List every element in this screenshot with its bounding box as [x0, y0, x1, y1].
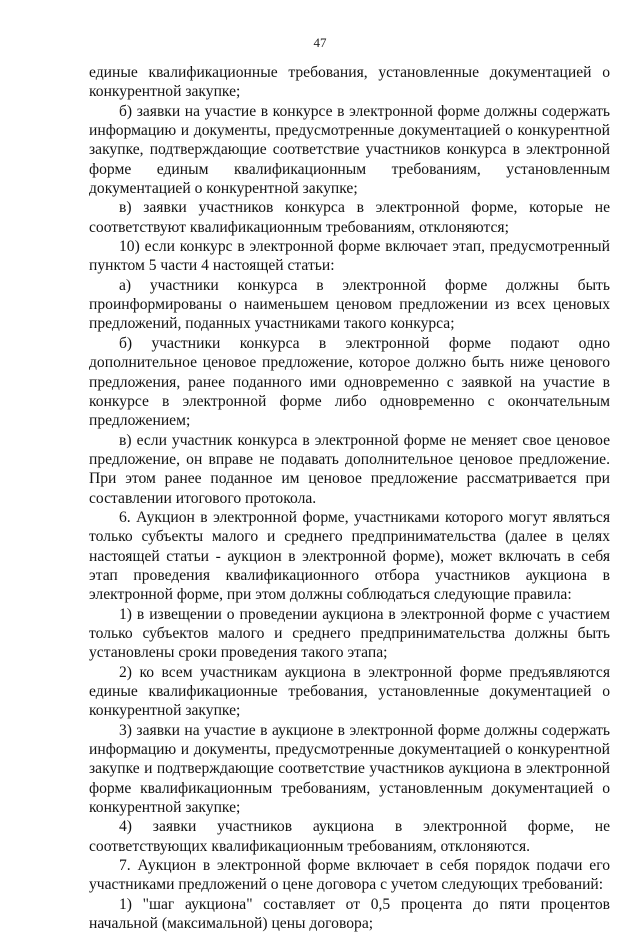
paragraph: 10) если конкурс в электронной форме включает этап, предусмотренный пунктом 5 части 4 настоящей статьи: — [89, 238, 610, 275]
paragraph: 2) ко всем участникам аукциона в электронной форме предъявляются единые квалификационные требования, установленные документацией о конкурентной закупке; — [89, 663, 610, 720]
paragraph: б) заявки на участие в конкурсе в электронной форме должны содержать информацию и документы, предусмотренные документацией о конкурентной закупке, подтверждающие соответствие участников конкурса в электронной форме единым квалификационным требованиям, установленным документацией о конкурентной закупке; — [89, 102, 610, 198]
paragraph: в) если участник конкурса в электронной форме не меняет свое ценовое предложение, он вправе не подавать дополнительное ценовое предложение. При этом ранее поданное им ценовое предложение рассматривается при составлении итогового протокола. — [89, 431, 610, 507]
paragraph-continuation: единые квалификационные требования, установленные документацией о конкурентной закупке; — [89, 64, 610, 101]
paragraph: 7. Аукцион в электронной форме включает в себя порядок подачи его участниками предложений о цене договора с учетом следующих требований: — [89, 857, 610, 894]
paragraph: 3) заявки на участие в аукционе в электронной форме должны содержать информацию и документы, предусмотренные документацией о конкурентной закупке и подтверждающие соответствие участников аукциона в электронной форме квалификационным требованиям, установленным документацией о конкурентной закупке; — [89, 721, 610, 817]
paragraph: б) участники конкурса в электронной форме подают одно дополнительное ценовое предложение, которое должно быть ниже ценового предложения, ранее поданного ими одновременно с заявкой на участие в конкурсе в электронной форме либо одновременно с окончательным предложением; — [89, 334, 610, 430]
document-body — [89, 63, 610, 933]
paragraph: а) участники конкурса в электронной форме должны быть проинформированы о наименьшем ценовом предложении из всех ценовых предложений, поданных участниками такого конкурса; — [89, 276, 610, 333]
paragraph: в) заявки участников конкурса в электронной форме, которые не соответствуют квалификационным требованиям, отклоняются; — [89, 199, 610, 236]
paragraph: 1) в извещении о проведении аукциона в электронной форме с участием только субъектов малого и среднего предпринимательства должны быть установлены сроки проведения такого этапа; — [89, 605, 610, 662]
paragraph: 1) "шаг аукциона" составляет от 0,5 процента до пяти процентов начальной (максимальной) цены договора; — [89, 895, 610, 933]
paragraph: 6. Аукцион в электронной форме, участниками которого могут являться только субъекты малого и среднего предпринимательства (далее в целях настоящей статьи - аукцион в электронной форме), может включать в себя этап проведения квалификационного отбора участников аукциона в электронной форме, при этом должны соблюдаться следующие правила: — [89, 508, 610, 604]
page-number: 47 — [313, 35, 327, 50]
paragraph: 4) заявки участников аукциона в электронной форме, не соответствующих квалификационным требованиям, отклоняются. — [89, 818, 610, 855]
